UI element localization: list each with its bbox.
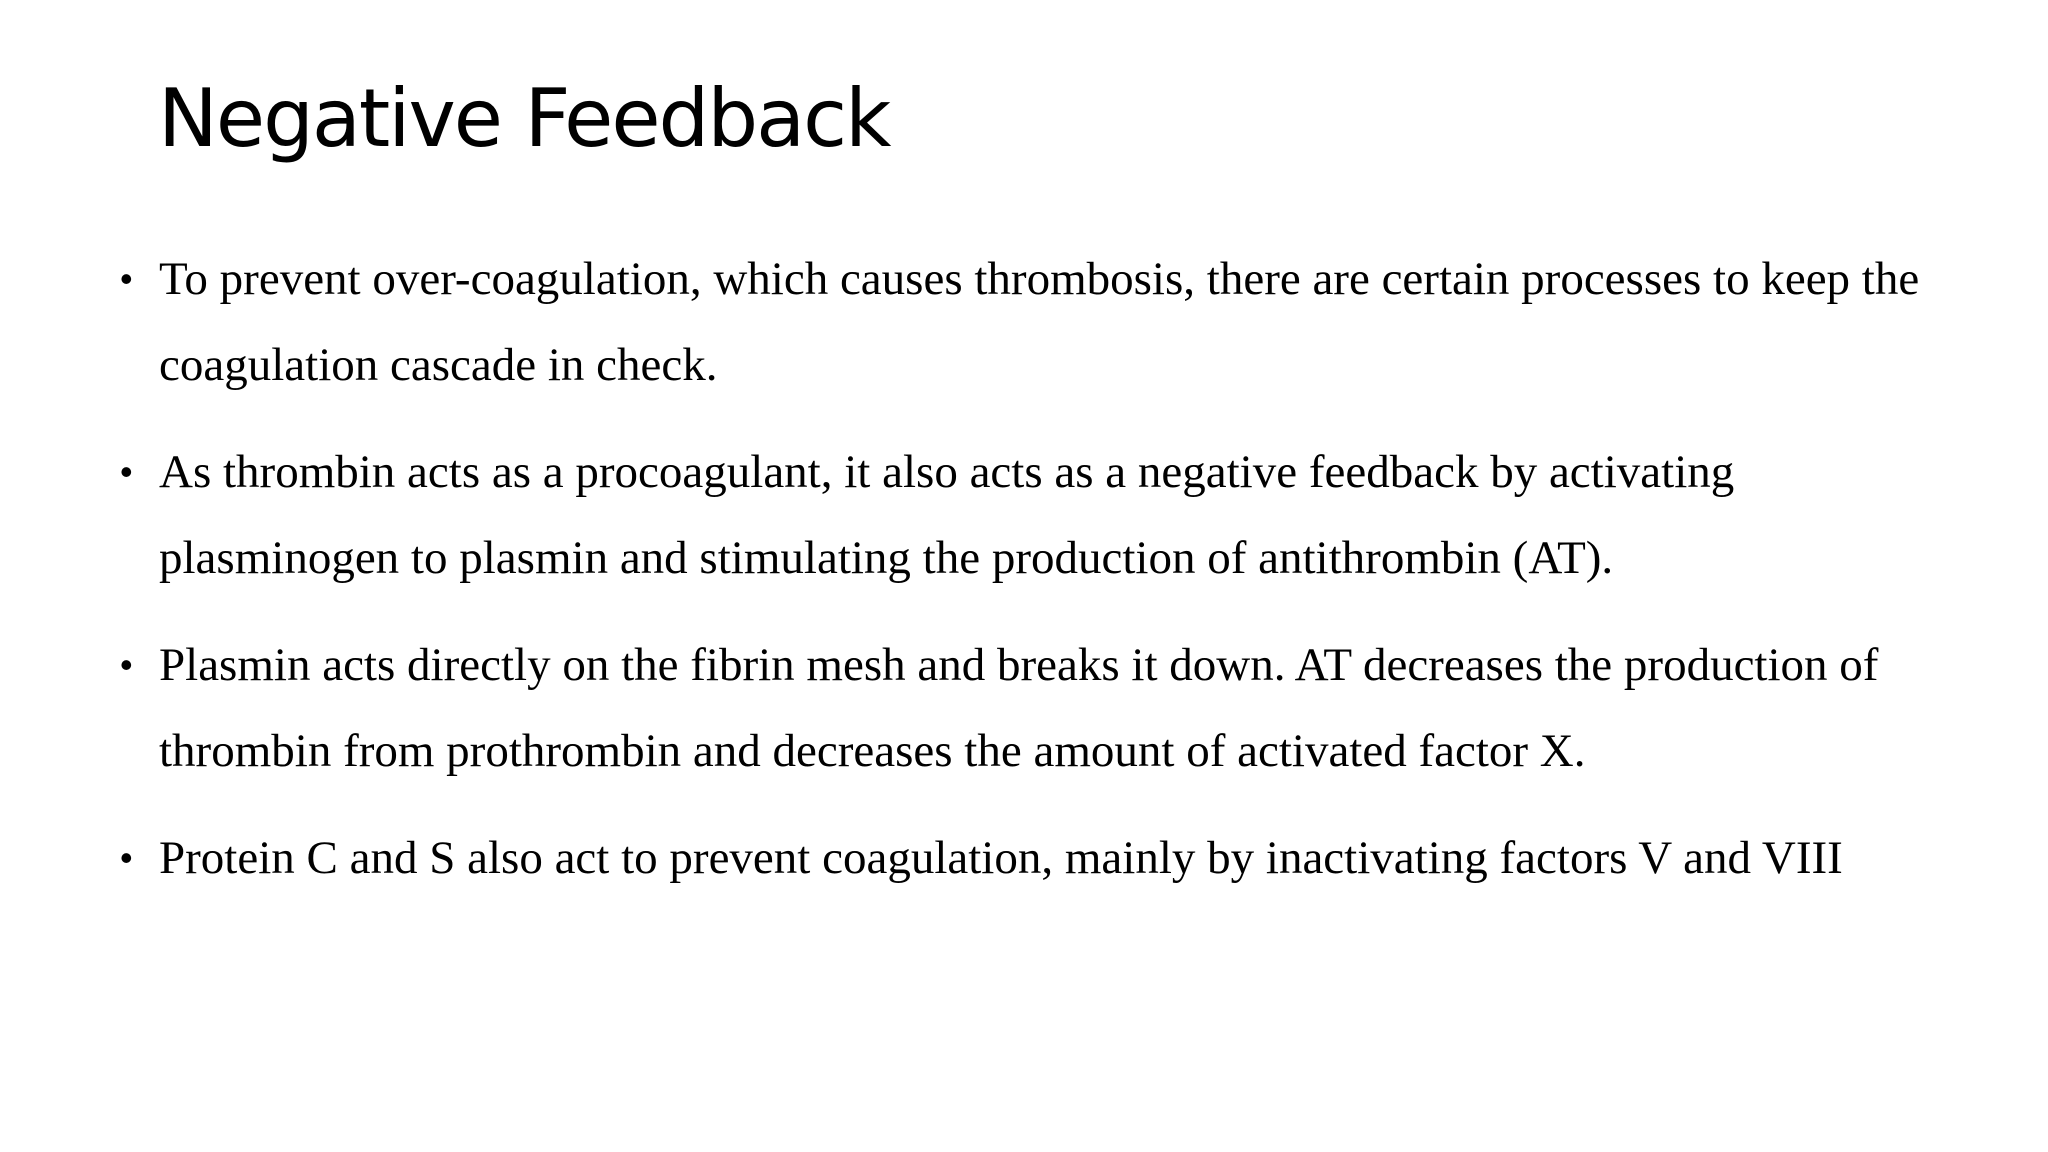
bullet-item <box>120 622 1930 794</box>
bullet-icon: • <box>120 451 133 492</box>
bullet-text: As thrombin acts as a procoagulant, it also acts as a negative feedback by activating plasminogen to plasmin and stimulating the production of antithrombin (AT). <box>159 446 1735 584</box>
bullet-item <box>120 429 1930 601</box>
bullet-icon: • <box>120 644 133 685</box>
bullet-item <box>120 236 1930 408</box>
bullet-text: Plasmin acts directly on the fibrin mesh and breaks it down. AT decreases the production of thrombin from prothrombin and decreases the amount of activated factor X. <box>159 639 1879 777</box>
bullet-text: To prevent over-coagulation, which causes thrombosis, there are certain processes to keep the coagulation cascade in check. <box>159 253 1920 391</box>
bullet-item <box>120 815 1930 901</box>
bullet-icon: • <box>120 258 133 299</box>
bullet-list <box>120 236 1930 922</box>
bullet-icon: • <box>120 837 133 878</box>
bullet-text: Protein C and S also act to prevent coagulation, mainly by inactivating factors V and VIII <box>159 832 1843 884</box>
slide-title: Negative Feedback <box>158 72 890 165</box>
